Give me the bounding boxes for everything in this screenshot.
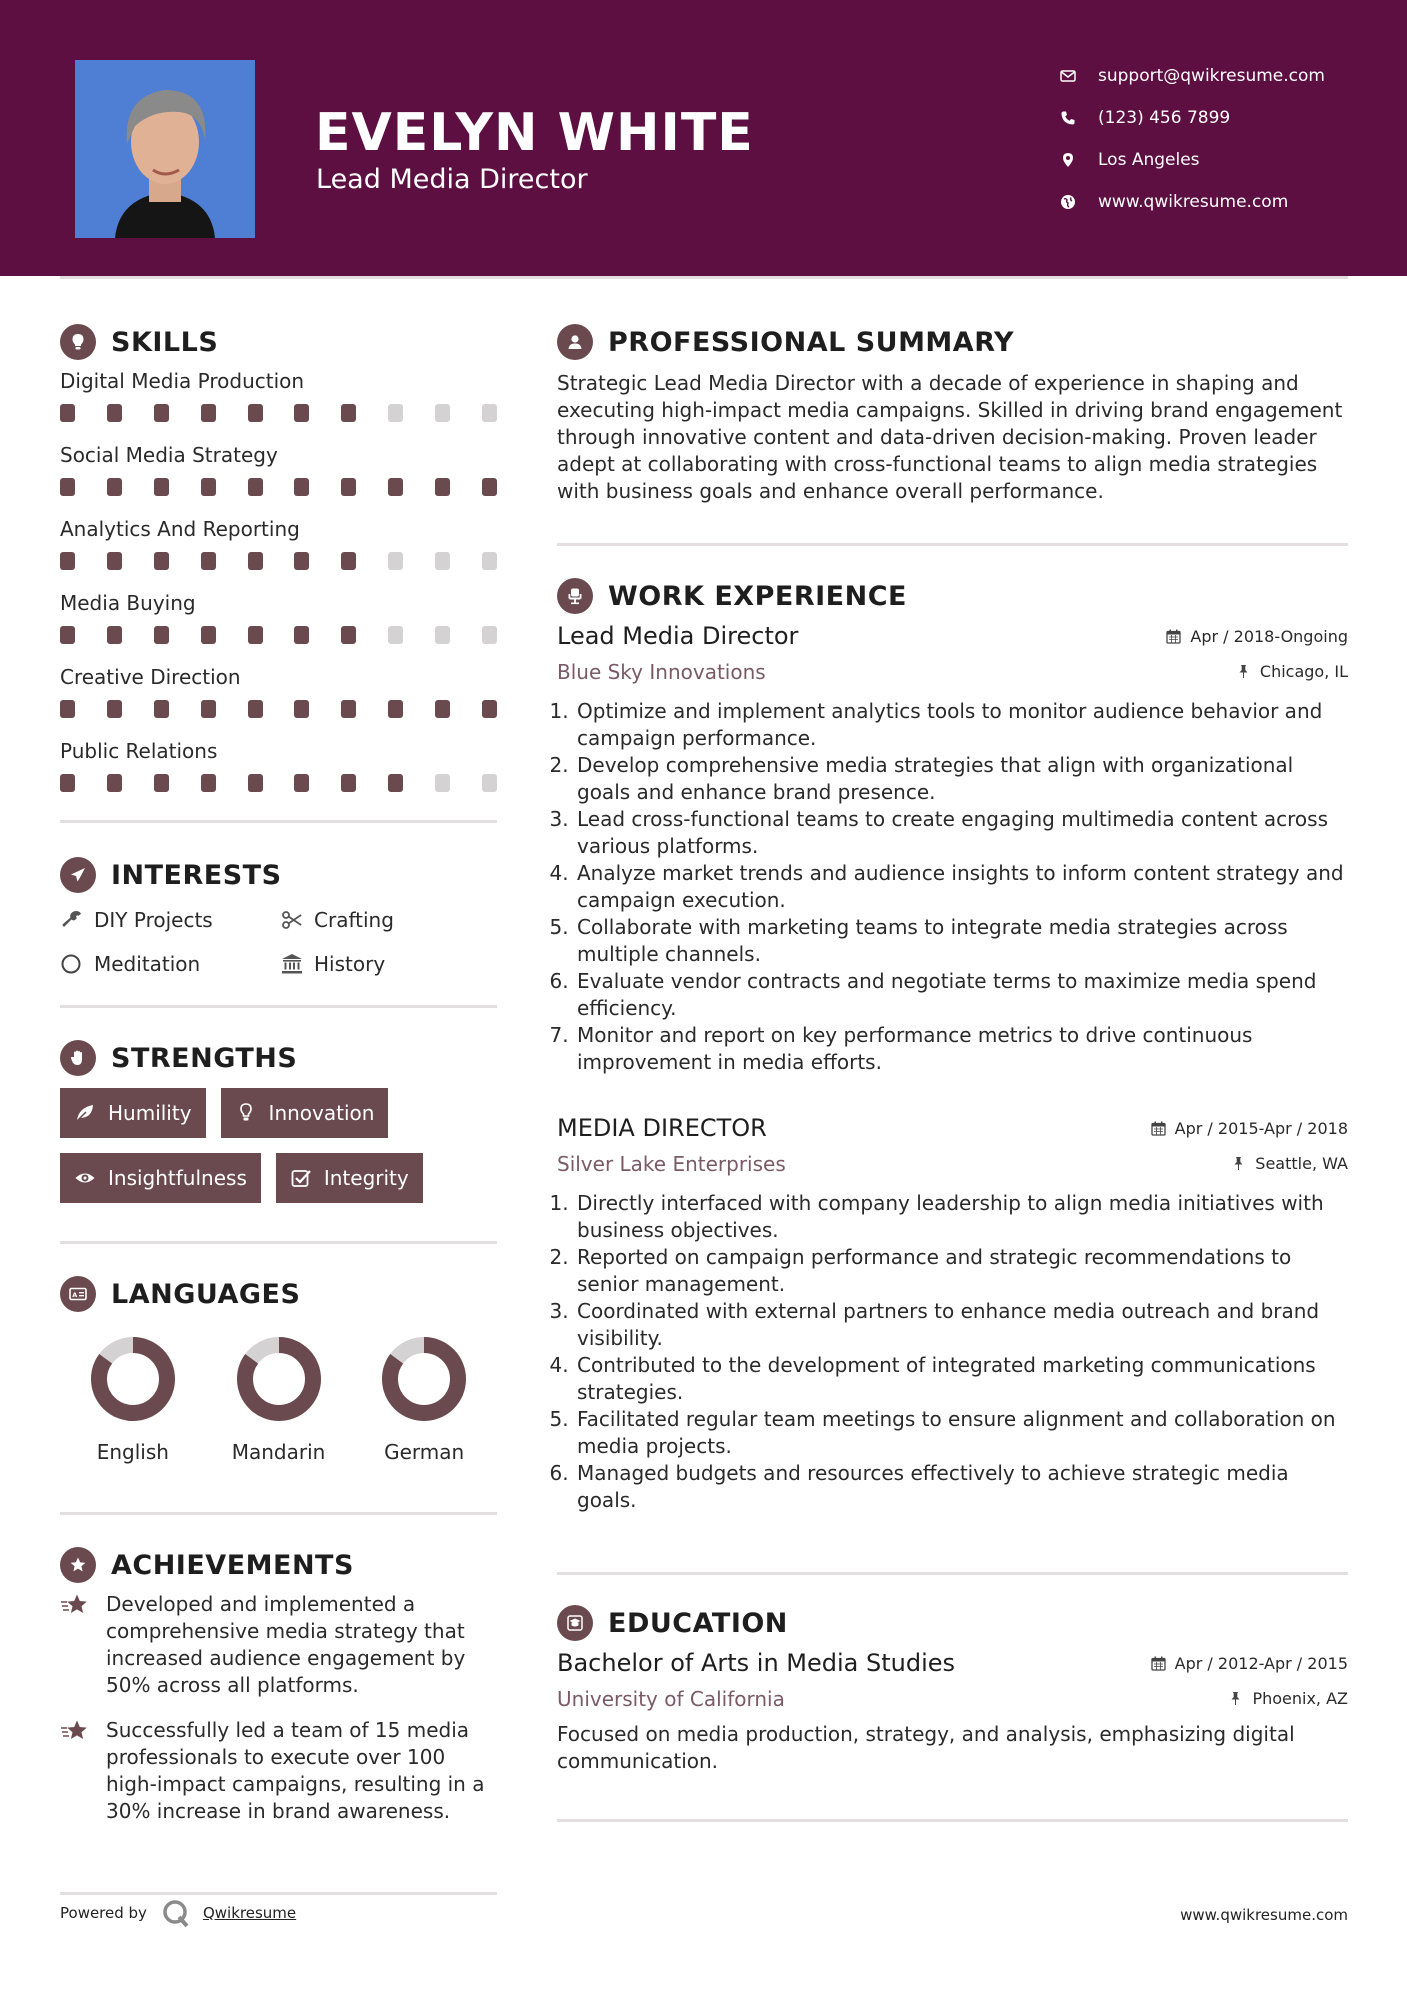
candidate-title: Lead Media Director [316,164,588,195]
section-divider [557,543,1348,546]
skill-dot [435,552,450,570]
job-dates [1166,627,1348,646]
education-description: Focused on media production, strategy, and analysis, emphasizing digital communication. [557,1722,1295,1773]
language-proficiency-ring [236,1336,322,1422]
skill-dot [201,774,216,792]
footer-divider [60,1892,497,1895]
job-title: MEDIA DIRECTOR [557,1114,767,1142]
skill-dot [107,478,122,496]
profile-photo [75,60,255,238]
skill-dot [435,626,450,644]
job-location-text: Chicago, IL [1259,662,1348,681]
skill-dot [154,700,169,718]
interests-title: INTERESTS [111,859,282,891]
skill-level [60,396,497,440]
language-proficiency-ring [381,1336,467,1422]
skill-dot [341,552,356,570]
skill-dot [388,626,403,644]
education-location [1228,1689,1348,1708]
job-location-text: Seattle, WA [1255,1154,1348,1173]
skill-dot [248,404,263,422]
contact-location [1054,139,1384,181]
graduation-icon [557,1605,593,1641]
job-entry [557,622,1348,1076]
skill-dot [60,626,75,644]
user-icon [557,324,593,360]
strength-label: Insightfulness [108,1166,247,1190]
interest-item [60,905,280,935]
skill-name: Media Buying [60,591,196,615]
section-divider [557,1572,1348,1575]
skill-dot [248,774,263,792]
skill-dot [154,478,169,496]
education-subheader [557,1687,1348,1711]
duty-item: 5. Collaborate with marketing teams to integrate media strategies across multiple channels. [575,914,1348,968]
skill-dot [435,404,450,422]
leaf-icon [74,1102,96,1124]
left-column [60,320,497,1825]
skill-dot [60,774,75,792]
strength-tag [60,1088,206,1138]
skill-dot [248,700,263,718]
skill-dot [201,404,216,422]
skill-item [60,662,497,736]
calendar-icon [1151,1121,1166,1136]
duty-item: 7. Monitor and report on key performance metrics to drive continuous improvement in media efforts. [575,1022,1348,1076]
skill-name: Social Media Strategy [60,443,278,467]
check-square-icon [290,1167,312,1189]
skill-dot [435,478,450,496]
languages-title: LANGUAGES [111,1278,301,1310]
skill-dot [60,478,75,496]
duty-item: 1. Directly interfaced with company leadership to align media initiatives with business objectives. [575,1190,1348,1244]
skill-dot [201,478,216,496]
skill-dot [107,552,122,570]
section-divider [60,1512,497,1515]
skill-dot [154,404,169,422]
footer-powered-by [60,1898,296,1928]
interest-item [280,905,497,935]
contact-email-text: support@qwikresume.com [1098,66,1325,86]
pushpin-icon [1236,664,1251,679]
duties-list [557,1190,1348,1514]
duty-item: 6. Evaluate vendor contracts and negotiate terms to maximize media spend efficiency. [575,968,1348,1022]
star-badge-icon [60,1547,96,1583]
pushpin-icon [1228,1691,1243,1706]
globe-icon [1054,194,1082,210]
strengths-heading [60,1036,497,1080]
language-item [351,1336,497,1464]
summary-heading [557,320,1348,364]
achievements-heading [60,1543,497,1587]
skill-dot [294,404,309,422]
company-name: Silver Lake Enterprises [557,1152,786,1176]
star-icon [60,1593,90,1619]
interests-list [60,897,497,979]
education-dates [1151,1654,1348,1673]
contact-location-text: Los Angeles [1098,150,1200,170]
section-divider [60,820,497,823]
skill-dot [294,478,309,496]
duty-item: 3. Lead cross-functional teams to create engaging multimedia content across various platforms. [575,806,1348,860]
summary-text: Strategic Lead Media Director with a decade of experience in shaping and executing high-impact media campaigns. Skilled in driving brand engagement through innovative content and data-driven decision-making. Proven leader adept at collaborating with cross-functional teams to align media strategies with business goals and enhance overall performance. [557,371,1343,503]
skill-dot [388,404,403,422]
skill-dot [107,626,122,644]
education-entry [557,1649,1348,1775]
skill-dot [248,552,263,570]
languages-list [60,1316,497,1464]
hand-icon [60,1040,96,1076]
contact-phone-text: (123) 456 7899 [1098,108,1231,128]
skill-dot [107,774,122,792]
skill-dot [154,626,169,644]
scissors-icon [280,908,304,932]
skill-dot [341,404,356,422]
achievement-text: Developed and implemented a comprehensive media strategy that increased audience engagement by 50% across all platforms. [106,1592,466,1697]
job-entry [557,1114,1348,1514]
skill-dot [60,552,75,570]
duty-item: 3. Coordinated with external partners to enhance media outreach and brand visibility. [575,1298,1348,1352]
skill-dot [294,626,309,644]
skill-item [60,366,497,440]
section-divider [557,1819,1348,1822]
school-name: University of California [557,1687,785,1711]
contact-list [1054,55,1384,223]
footer-website[interactable]: www.qwikresume.com [1180,1906,1348,1924]
job-subheader [557,1152,1348,1176]
skill-level [60,470,497,514]
skill-dot [435,774,450,792]
envelope-icon [1054,68,1082,84]
skill-level [60,692,497,736]
contact-email[interactable] [1054,55,1384,97]
strengths-title: STRENGTHS [111,1042,298,1074]
duty-item: 4. Analyze market trends and audience insights to inform content strategy and campaign execution. [575,860,1348,914]
skill-dot [388,774,403,792]
skill-dot [154,774,169,792]
wrench-icon [60,908,84,932]
skill-dot [482,552,497,570]
achievements-title: ACHIEVEMENTS [111,1549,354,1581]
summary-title: PROFESSIONAL SUMMARY [608,326,1015,358]
interests-heading [60,853,497,897]
skill-dot [341,700,356,718]
skill-name: Creative Direction [60,665,241,689]
duty-item: 1. Optimize and implement analytics tools to monitor audience behavior and campaign performance. [575,698,1348,752]
pushpin-icon [1231,1156,1246,1171]
job-location [1231,1154,1348,1173]
section-divider [60,1241,497,1244]
job-location [1236,662,1348,681]
candidate-name: EVELYN WHITE [315,103,754,163]
interest-item [280,949,497,979]
skill-dot [482,478,497,496]
skill-item [60,736,497,810]
qwikresume-link[interactable]: Qwikresume [202,1904,297,1922]
language-name: Mandarin [231,1440,326,1464]
skill-level [60,544,497,588]
skill-dot [294,774,309,792]
languages-heading [60,1272,497,1316]
skill-name: Analytics And Reporting [60,517,300,541]
duty-item: 6. Managed budgets and resources effectively to achieve strategic media goals. [575,1460,1348,1514]
strengths-list [60,1080,497,1203]
strength-label: Integrity [323,1166,409,1190]
job-subheader [557,660,1348,684]
language-name: German [384,1440,465,1464]
skill-dot [201,552,216,570]
calendar-icon [1166,629,1181,644]
education-title: EDUCATION [608,1607,788,1639]
skill-item [60,440,497,514]
office-chair-icon [557,578,593,614]
skill-dot [294,552,309,570]
language-name: English [96,1440,169,1464]
job-dates [1151,1119,1348,1138]
strength-tag [60,1153,261,1203]
paper-plane-icon [60,857,96,893]
section-divider [60,1005,497,1008]
skill-dot [435,700,450,718]
achievements-list [60,1591,497,1825]
powered-by-label: Powered by [60,1904,147,1922]
skills-title: SKILLS [111,326,219,358]
job-title: Lead Media Director [557,622,799,650]
phone-icon [1054,110,1082,126]
achievement-text: Successfully led a team of 15 media professionals to execute over 100 high-impact campaigns, resulting in a 30% increase in brand awareness. [106,1718,485,1823]
museum-icon [280,952,304,976]
skills-list [60,366,497,810]
circle-icon [60,952,84,976]
interest-label: History [314,952,386,976]
skill-dot [482,404,497,422]
skill-dot [482,774,497,792]
skill-dot [201,626,216,644]
svg-text:A: A [72,1291,78,1299]
skill-dot [388,552,403,570]
skill-dot [60,700,75,718]
education-location-text: Phoenix, AZ [1252,1689,1348,1708]
lightbulb-icon [60,324,96,360]
right-column [557,320,1348,1822]
strength-label: Innovation [268,1101,375,1125]
experience-title: WORK EXPERIENCE [608,580,907,612]
skill-dot [341,626,356,644]
skill-dot [154,552,169,570]
skill-item [60,588,497,662]
location-icon [1054,152,1082,168]
job-header [557,622,1348,650]
skill-name: Digital Media Production [60,369,305,393]
duties-list [557,698,1348,1076]
skill-item [60,514,497,588]
contact-phone[interactable] [1054,97,1384,139]
job-header [557,1114,1348,1142]
education-dates-text: Apr / 2012-Apr / 2015 [1174,1654,1348,1673]
strength-tag [276,1153,423,1203]
duty-item: 5. Facilitated regular team meetings to ensure alignment and collaboration on media projects. [575,1406,1348,1460]
qwikresume-logo-icon [161,1898,191,1928]
job-dates-text: Apr / 2015-Apr / 2018 [1174,1119,1348,1138]
interest-item [60,949,280,979]
job-dates-text: Apr / 2018-Ongoing [1190,627,1348,646]
eye-icon [74,1167,96,1189]
education-heading [557,1601,1348,1645]
skill-dot [388,700,403,718]
skill-dot [107,404,122,422]
duty-item: 2. Reported on campaign performance and strategic recommendations to senior management. [575,1244,1348,1298]
skill-name: Public Relations [60,739,218,763]
contact-website-text: www.qwikresume.com [1098,192,1289,212]
skill-dot [248,626,263,644]
language-card-icon [60,1276,96,1312]
skill-dot [482,700,497,718]
interest-label: DIY Projects [94,908,213,932]
skill-dot [107,700,122,718]
contact-website[interactable] [1054,181,1384,223]
strength-tag [221,1088,389,1138]
company-name: Blue Sky Innovations [557,660,766,684]
duty-item: 4. Contributed to the development of integrated marketing communications strategies. [575,1352,1348,1406]
skill-dot [248,478,263,496]
degree-name: Bachelor of Arts in Media Studies [557,1649,956,1677]
language-proficiency-ring [90,1336,176,1422]
calendar-icon [1151,1656,1166,1671]
skill-dot [60,404,75,422]
header-divider [60,276,1348,279]
skill-dot [201,700,216,718]
education-header [557,1649,1348,1677]
skill-dot [341,478,356,496]
skill-dot [341,774,356,792]
lightbulb-icon [235,1102,257,1124]
experience-heading [557,574,1348,618]
skill-dot [388,478,403,496]
achievement-item [60,1717,497,1825]
strength-label: Humility [108,1101,192,1125]
skill-level [60,618,497,662]
achievement-item [60,1591,497,1699]
language-item [206,1336,352,1464]
duty-item: 2. Develop comprehensive media strategies that align with organizational goals and enhance brand presence. [575,752,1348,806]
skill-dot [294,700,309,718]
skills-heading [60,320,497,364]
star-icon [60,1719,90,1745]
interest-label: Meditation [94,952,201,976]
skill-dot [482,626,497,644]
language-item [60,1336,206,1464]
interest-label: Crafting [314,908,394,932]
skill-level [60,766,497,810]
